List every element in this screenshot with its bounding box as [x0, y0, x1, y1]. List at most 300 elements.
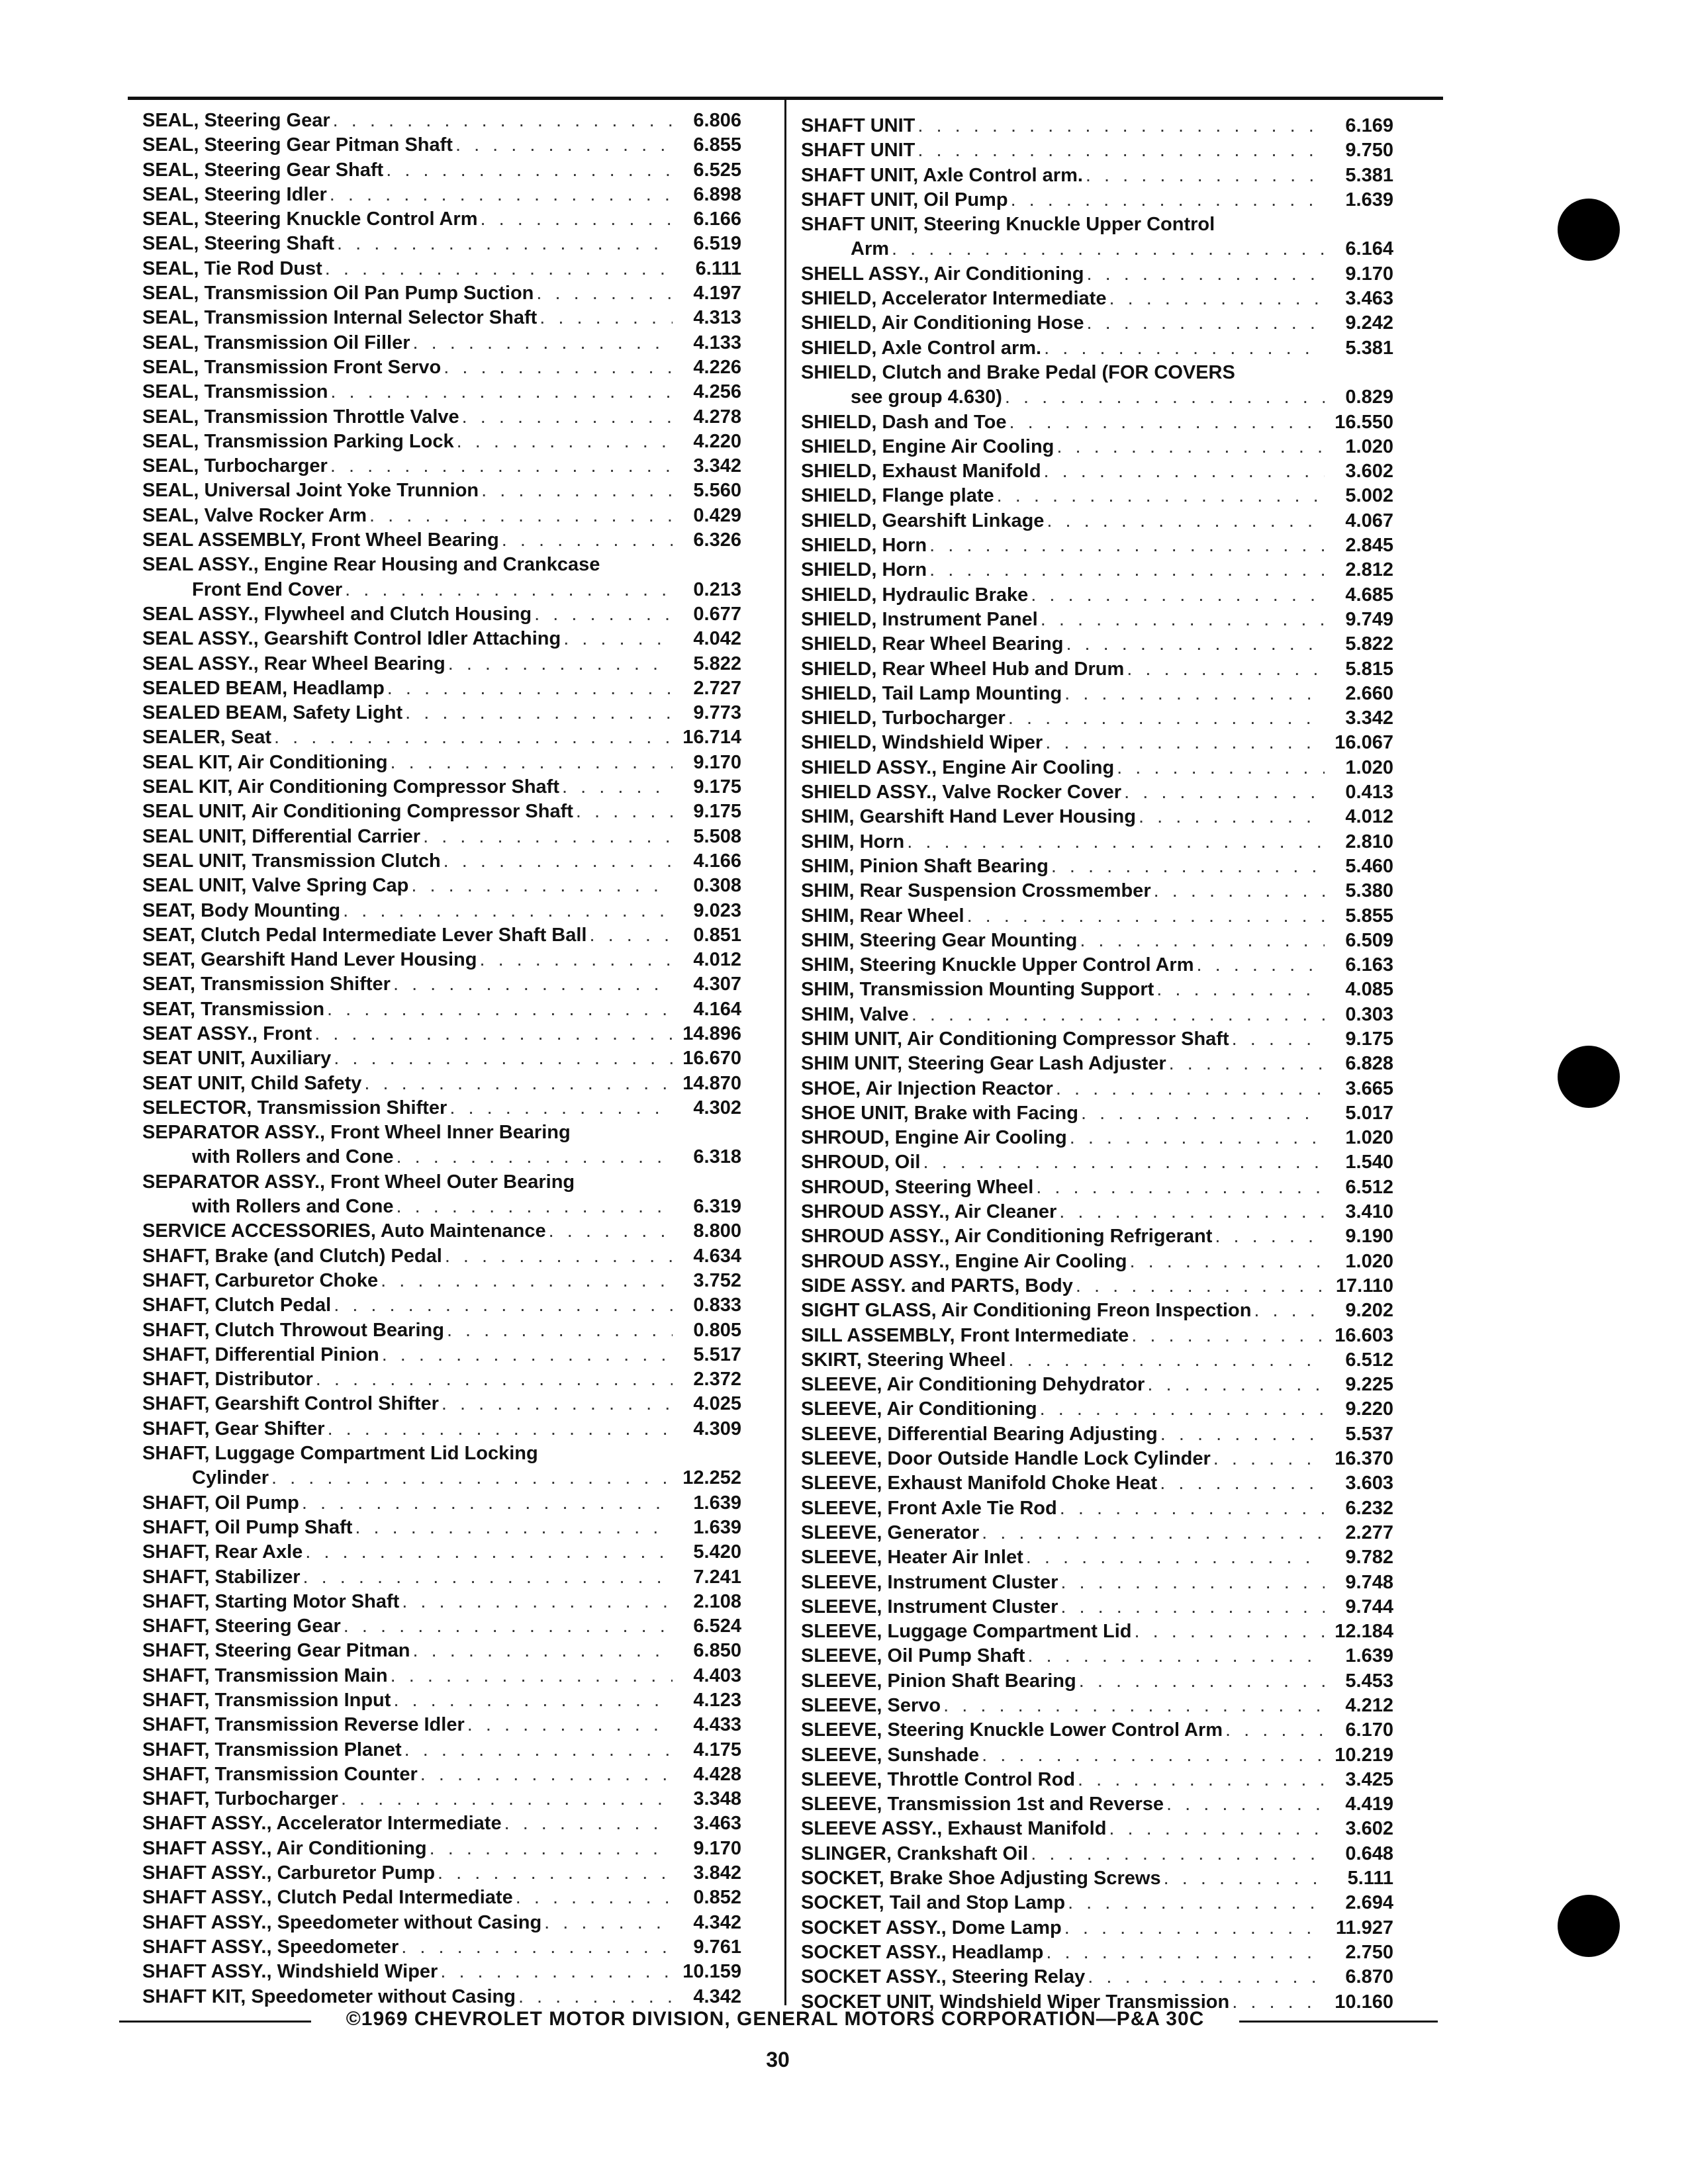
- entry-number: 5.815: [1345, 658, 1393, 680]
- entry-label: with Rollers and Cone: [192, 1196, 394, 1218]
- entry-number: 3.425: [1345, 1768, 1393, 1790]
- index-entry: [801, 509, 1393, 533]
- dot-leader: [1109, 1817, 1325, 1841]
- entry-label: SEALER, Seat: [142, 727, 271, 749]
- entry-label: SHROUD, Engine Air Cooling: [801, 1127, 1067, 1149]
- entry-number: 3.342: [1345, 707, 1393, 729]
- index-entry: [801, 188, 1393, 212]
- dot-leader: [1232, 1027, 1325, 1052]
- dot-leader: [1086, 311, 1325, 336]
- dot-leader: [1046, 1940, 1325, 1965]
- dot-leader: [455, 133, 673, 158]
- dot-leader: [369, 504, 673, 528]
- entry-number: 9.220: [1345, 1398, 1393, 1420]
- dot-leader: [1031, 1842, 1325, 1866]
- dot-leader: [1064, 682, 1325, 706]
- dot-leader: [341, 1787, 673, 1811]
- entry-label: SHIELD, Rear Wheel Bearing: [801, 633, 1064, 655]
- dot-leader: [516, 1886, 673, 1910]
- index-entry: [801, 1077, 1393, 1101]
- dot-leader: [430, 1837, 673, 1861]
- dot-leader: [929, 533, 1325, 558]
- index-entry: [142, 1590, 741, 1614]
- entry-label: SHIELD, Dash and Toe: [801, 411, 1007, 433]
- dot-leader: [1045, 731, 1325, 755]
- index-entry: [142, 1738, 741, 1762]
- dot-leader: [344, 1614, 673, 1639]
- index-entry: [801, 410, 1393, 435]
- dot-leader: [982, 1521, 1325, 1545]
- entry-label: SHIELD, Exhaust Manifold: [801, 461, 1041, 482]
- entry-label: SLEEVE, Oil Pump Shaft: [801, 1645, 1025, 1667]
- entry-number: 3.602: [1345, 1818, 1393, 1840]
- entry-label: Arm: [851, 238, 890, 260]
- dot-leader: [917, 114, 1325, 138]
- entry-number: 5.537: [1345, 1423, 1393, 1445]
- dot-leader: [917, 138, 1325, 163]
- entry-number: 6.509: [1345, 929, 1393, 951]
- entry-number: 9.170: [693, 751, 741, 773]
- entry-label: SHIM, Horn: [801, 831, 905, 852]
- dot-leader: [330, 183, 673, 207]
- index-entry: [142, 1318, 741, 1343]
- entry-label: SHIELD, Clutch and Brake Pedal (FOR COVERS: [801, 361, 1235, 383]
- index-entry: [801, 805, 1393, 829]
- entry-label: SHIELD ASSY., Engine Air Cooling: [801, 756, 1115, 778]
- entry-number: 4.212: [1345, 1695, 1393, 1716]
- entry-label: SHAFT ASSY., Speedometer: [142, 1936, 399, 1958]
- index-entry: [142, 899, 741, 923]
- index-entry: [142, 1960, 741, 1984]
- entry-number: 16.714: [682, 727, 741, 749]
- dot-leader: [1079, 1669, 1325, 1694]
- index-entry: [801, 1644, 1393, 1668]
- dot-leader: [1060, 1595, 1325, 1619]
- entry-number: 5.420: [693, 1541, 741, 1563]
- entry-number: 9.225: [1345, 1374, 1393, 1396]
- entry-number: 4.123: [693, 1690, 741, 1711]
- entry-label: SKIRT, Steering Wheel: [801, 1349, 1006, 1371]
- entry-label: Cylinder: [192, 1467, 269, 1489]
- entry-number: 4.256: [693, 381, 741, 403]
- index-entry: [801, 657, 1393, 682]
- entry-number: 16.067: [1335, 732, 1393, 754]
- dot-leader: [1117, 756, 1325, 780]
- entry-label: SHAFT, Distributor: [142, 1369, 313, 1390]
- index-entry: [801, 1027, 1393, 1052]
- entry-number: 1.639: [1345, 1645, 1393, 1667]
- index-entry: [801, 1545, 1393, 1570]
- dot-leader: [1070, 1126, 1325, 1150]
- entry-label: SLEEVE, Servo: [801, 1695, 941, 1716]
- entry-number: 4.085: [1345, 979, 1393, 1001]
- entry-number: 0.213: [693, 578, 741, 600]
- index-entry: [142, 1145, 741, 1169]
- entry-number: 3.752: [693, 1269, 741, 1291]
- entry-number: 4.175: [693, 1739, 741, 1760]
- dot-leader: [1088, 1965, 1325, 1989]
- index-entry: [801, 1324, 1393, 1348]
- dot-leader: [1139, 805, 1325, 829]
- dot-leader: [274, 725, 673, 750]
- index-entry: [801, 1965, 1393, 1989]
- entry-label: SHIELD, Horn: [801, 535, 927, 557]
- index-entry: [142, 454, 741, 478]
- entry-label: SLINGER, Crankshaft Oil: [801, 1843, 1029, 1864]
- entry-label: SLEEVE, Air Conditioning: [801, 1398, 1037, 1420]
- dot-leader: [1066, 632, 1325, 657]
- entry-label: SHAFT, Transmission Input: [142, 1690, 391, 1711]
- entry-number: 7.241: [693, 1566, 741, 1588]
- entry-label: SEAT UNIT, Child Safety: [142, 1072, 362, 1094]
- index-entry: [142, 257, 741, 281]
- dot-leader: [448, 652, 673, 676]
- column-divider: [784, 99, 786, 2005]
- entry-label: SEAL, Valve Rocker Arm: [142, 504, 367, 526]
- entry-number: 6.169: [1345, 115, 1393, 136]
- entry-label: SEAL, Steering Idler: [142, 183, 327, 205]
- entry-number: 6.512: [1345, 1176, 1393, 1198]
- dot-leader: [1056, 435, 1325, 459]
- dot-leader: [923, 1150, 1325, 1175]
- index-entry: [142, 1614, 741, 1639]
- entry-number: 1.020: [1345, 1127, 1393, 1149]
- entry-number: 3.842: [693, 1862, 741, 1884]
- entry-number: 16.550: [1335, 411, 1393, 433]
- entry-label: SEAL, Steering Gear: [142, 110, 330, 131]
- index-entry: [801, 1842, 1393, 1866]
- entry-number: 9.190: [1345, 1226, 1393, 1248]
- dot-leader: [1225, 1718, 1325, 1743]
- entry-number: 9.175: [693, 801, 741, 823]
- entry-number: 0.829: [1345, 387, 1393, 408]
- index-entry: [801, 262, 1393, 287]
- entry-number: 2.810: [1345, 831, 1393, 852]
- entry-label: SHAFT ASSY., Windshield Wiper: [142, 1961, 438, 1983]
- index-entry: [142, 1811, 741, 1836]
- entry-number: 10.159: [682, 1961, 741, 1983]
- entry-number: 6.806: [693, 110, 741, 131]
- entry-label: SOCKET, Tail and Stop Lamp: [801, 1892, 1066, 1914]
- entry-number: 1.639: [1345, 189, 1393, 210]
- entry-label: SHROUD ASSY., Air Conditioning Refrigerant: [801, 1226, 1213, 1248]
- index-entry: [142, 355, 741, 380]
- dot-leader: [907, 830, 1325, 854]
- entry-label: SEAL, Transmission Internal Selector Shaft: [142, 307, 538, 329]
- entry-label: SEAL UNIT, Valve Spring Cap: [142, 875, 409, 897]
- index-entry: [801, 1274, 1393, 1298]
- entry-number: 5.380: [1345, 880, 1393, 902]
- entry-number: 9.175: [1345, 1028, 1393, 1050]
- dot-leader: [929, 558, 1325, 582]
- dot-leader: [534, 602, 673, 627]
- index-entry: [142, 281, 741, 306]
- index-entry: [801, 1694, 1393, 1718]
- index-entry: [801, 336, 1393, 361]
- entry-label: SHIM, Rear Wheel: [801, 905, 964, 927]
- entry-number: 16.670: [682, 1048, 741, 1069]
- entry-number: 12.252: [682, 1467, 741, 1489]
- entry-label: SHAFT, Stabilizer: [142, 1566, 301, 1588]
- entry-label: SHAFT, Clutch Throwout Bearing: [142, 1319, 444, 1341]
- entry-label: SHIELD, Gearshift Linkage: [801, 510, 1045, 531]
- entry-label: SLEEVE, Instrument Cluster: [801, 1596, 1058, 1617]
- entry-label: SHAFT ASSY., Accelerator Intermediate: [142, 1813, 502, 1835]
- dot-leader: [345, 578, 673, 602]
- entry-label: SHROUD ASSY., Engine Air Cooling: [801, 1250, 1127, 1272]
- entry-number: 4.012: [1345, 806, 1393, 828]
- index-entry: [801, 459, 1393, 484]
- entry-label: SHROUD, Oil: [801, 1152, 921, 1173]
- index-entry: [142, 701, 741, 725]
- dot-leader: [1232, 1990, 1325, 2015]
- index-entry: [801, 1496, 1393, 1521]
- dot-leader: [355, 1516, 673, 1540]
- dot-leader: [391, 751, 673, 775]
- dot-leader: [1156, 978, 1325, 1002]
- entry-number: 17.110: [1335, 1275, 1393, 1297]
- entry-label: SEAT, Clutch Pedal Intermediate Lever Shaft Ball: [142, 924, 587, 946]
- entry-label: SHIM, Gearshift Hand Lever Housing: [801, 806, 1136, 828]
- entry-number: 2.660: [1345, 682, 1393, 704]
- entry-label: SHIELD, Hydraulic Brake: [801, 584, 1029, 606]
- dot-leader: [1169, 1052, 1325, 1076]
- entry-number: 4.342: [693, 1911, 741, 1933]
- entry-number: 3.603: [1345, 1473, 1393, 1494]
- entry-number: 6.898: [693, 183, 741, 205]
- entry-label: SEAL, Tie Rod Dust: [142, 257, 322, 279]
- entry-number: 2.812: [1345, 559, 1393, 581]
- entry-label: SEPARATOR ASSY., Front Wheel Outer Bearing: [142, 1171, 575, 1193]
- dot-leader: [1215, 1224, 1325, 1249]
- index-entry: [801, 1397, 1393, 1422]
- entry-label: SEAL, Transmission Oil Pan Pump Suction: [142, 283, 534, 304]
- dot-leader: [393, 972, 673, 997]
- index-entry: [801, 756, 1393, 780]
- entry-label: SEAL ASSEMBLY, Front Wheel Bearing: [142, 529, 499, 551]
- entry-label: SHIELD, Instrument Panel: [801, 608, 1038, 630]
- entry-label: SHAFT, Carburetor Choke: [142, 1269, 379, 1291]
- entry-label: SILL ASSEMBLY, Front Intermediate: [801, 1324, 1129, 1346]
- entry-number: 5.453: [1345, 1670, 1393, 1692]
- entry-number: 4.342: [693, 1985, 741, 2007]
- entry-label: SEALED BEAM, Headlamp: [142, 677, 385, 699]
- index-entry: [142, 1466, 741, 1490]
- dot-leader: [423, 825, 673, 849]
- dot-leader: [536, 281, 673, 306]
- entry-number: 3.463: [1345, 288, 1393, 310]
- index-entry: [142, 1293, 741, 1318]
- entry-label: SHIM, Rear Suspension Crossmember: [801, 880, 1151, 902]
- index-entry: [142, 1837, 741, 1861]
- index-entry: [801, 731, 1393, 755]
- entry-label: SEAL, Steering Gear Shaft: [142, 159, 384, 181]
- dot-leader: [1147, 1373, 1325, 1397]
- entry-label: SOCKET UNIT, Windshield Wiper Transmission: [801, 1991, 1230, 2013]
- entry-label: SHIELD, Flange plate: [801, 485, 994, 507]
- index-entry: [801, 311, 1393, 336]
- entry-number: 5.517: [693, 1343, 741, 1365]
- index-entry: [801, 583, 1393, 608]
- entry-number: 6.855: [693, 134, 741, 156]
- entry-label: SOCKET ASSY., Headlamp: [801, 1941, 1044, 1963]
- entry-label: Front End Cover: [192, 578, 343, 600]
- entry-number: 6.519: [693, 233, 741, 255]
- dot-leader: [1060, 1496, 1325, 1521]
- entry-label: SEAT, Transmission Shifter: [142, 974, 391, 995]
- entry-label: SHAFT, Rear Axle: [142, 1541, 303, 1563]
- index-entry: [801, 830, 1393, 854]
- entry-label: SHAFT, Transmission Planet: [142, 1739, 402, 1760]
- index-entry: [801, 978, 1393, 1002]
- entry-label: SEAL ASSY., Rear Wheel Bearing: [142, 653, 445, 674]
- dot-leader: [1044, 459, 1325, 484]
- index-entry: [142, 1392, 741, 1416]
- index-entry: [801, 1052, 1393, 1076]
- entry-label: SHOE UNIT, Brake with Facing: [801, 1102, 1078, 1124]
- entry-label: SHIELD, Horn: [801, 559, 927, 581]
- entry-label: SEAL ASSY., Flywheel and Clutch Housing: [142, 603, 532, 625]
- index-entry: [142, 1071, 741, 1096]
- dot-leader: [1154, 879, 1325, 903]
- entry-label: SHAFT, Transmission Main: [142, 1664, 388, 1686]
- index-entry: [142, 1935, 741, 1960]
- entry-number: 9.023: [693, 899, 741, 921]
- entry-number: 1.020: [1345, 756, 1393, 778]
- index-entry: [801, 138, 1393, 163]
- entry-label: SEAL ASSY., Engine Rear Housing and Crankcase: [142, 554, 600, 576]
- entry-number: 2.277: [1345, 1522, 1393, 1543]
- entry-label: SHAFT ASSY., Carburetor Pump: [142, 1862, 436, 1884]
- dot-leader: [314, 1022, 673, 1046]
- index-entry: [142, 405, 741, 430]
- index-entry: [801, 287, 1393, 311]
- index-entry: [142, 799, 741, 824]
- binder-hole-top: [1558, 199, 1620, 261]
- entry-number: 6.850: [693, 1640, 741, 1662]
- dot-leader: [397, 1195, 673, 1219]
- index-entry: [142, 1195, 741, 1219]
- footer-rule-left: [119, 2021, 311, 2023]
- footer-copyright: ©1969 CHEVROLET MOTOR DIVISION, GENERAL MOTORS CORPORATION—P&A 30C: [346, 2008, 1205, 2030]
- index-entry: [142, 430, 741, 454]
- index-entry: [801, 1175, 1393, 1200]
- dot-leader: [549, 1219, 673, 1244]
- dot-leader: [413, 331, 673, 355]
- index-entry: [801, 1570, 1393, 1595]
- entry-number: 2.845: [1345, 535, 1393, 557]
- index-entry: [142, 1170, 741, 1195]
- dot-leader: [479, 948, 673, 972]
- index-entry: [801, 1669, 1393, 1694]
- entry-number: 12.184: [1335, 1621, 1393, 1643]
- entry-label: SHAFT, Transmission Counter: [142, 1763, 418, 1785]
- dot-leader: [1027, 1644, 1325, 1668]
- dot-leader: [405, 701, 673, 725]
- index-entry: [142, 1269, 741, 1293]
- entry-label: SLEEVE, Throttle Control Rod: [801, 1768, 1076, 1790]
- entry-number: 0.677: [693, 603, 741, 625]
- dot-leader: [997, 484, 1325, 508]
- dot-leader: [1051, 854, 1325, 879]
- dot-leader: [1124, 780, 1325, 805]
- entry-label: SHAFT, Steering Gear: [142, 1615, 341, 1637]
- entry-label: SHAFT UNIT: [801, 115, 915, 136]
- dot-leader: [1059, 1200, 1325, 1224]
- entry-number: 4.164: [693, 998, 741, 1020]
- entry-label: SEAL, Turbocharger: [142, 455, 328, 477]
- dot-leader: [411, 874, 673, 898]
- entry-label: SEPARATOR ASSY., Front Wheel Inner Bearing: [142, 1122, 571, 1144]
- entry-label: SHIELD, Windshield Wiper: [801, 732, 1043, 754]
- entry-number: 6.828: [1345, 1053, 1393, 1075]
- index-entry: [142, 1985, 741, 2009]
- dot-leader: [457, 430, 673, 454]
- dot-leader: [328, 1417, 673, 1441]
- entry-label: SHIELD ASSY., Valve Rocker Cover: [801, 782, 1122, 803]
- entry-number: 5.508: [693, 825, 741, 847]
- entry-label: SHAFT, Brake (and Clutch) Pedal: [142, 1245, 442, 1267]
- entry-label: SHIM, Transmission Mounting Support: [801, 979, 1154, 1001]
- entry-number: 6.232: [1345, 1497, 1393, 1519]
- entry-label: SHIELD, Axle Control arm.: [801, 337, 1042, 359]
- entry-label: SHAFT, Starting Motor Shaft: [142, 1590, 400, 1612]
- entry-number: 4.428: [693, 1763, 741, 1785]
- entry-label: SELECTOR, Transmission Shifter: [142, 1097, 447, 1118]
- index-entry: [801, 1940, 1393, 1965]
- entry-label: SHIM UNIT, Air Conditioning Compressor Shaft: [801, 1028, 1229, 1050]
- dot-leader: [447, 1318, 673, 1343]
- dot-leader: [305, 1540, 673, 1565]
- index-entry: [801, 1150, 1393, 1175]
- dot-leader: [420, 1762, 673, 1787]
- entry-label: SHIM, Pinion Shaft Bearing: [801, 855, 1049, 877]
- index-entry: [142, 849, 741, 874]
- dot-leader: [442, 1392, 673, 1416]
- entry-number: 5.002: [1345, 485, 1393, 507]
- binder-hole-middle: [1558, 1046, 1620, 1108]
- index-entry: [801, 879, 1393, 903]
- dot-leader: [1064, 1916, 1325, 1940]
- entry-number: 4.307: [693, 974, 741, 995]
- index-entry: [142, 1886, 741, 1910]
- dot-leader: [544, 1911, 673, 1935]
- dot-leader: [1130, 1250, 1325, 1274]
- dot-leader: [481, 478, 673, 503]
- entry-label: SLEEVE, Sunshade: [801, 1744, 980, 1766]
- dot-leader: [393, 1688, 673, 1713]
- dot-leader: [1086, 163, 1325, 188]
- dot-leader: [402, 1590, 673, 1614]
- entry-number: 9.170: [1345, 263, 1393, 285]
- index-entry: [142, 1540, 741, 1565]
- entry-label: SHAFT, Turbocharger: [142, 1788, 338, 1810]
- entry-number: 4.634: [693, 1245, 741, 1267]
- index-entry: [801, 1521, 1393, 1545]
- index-entry: [801, 484, 1393, 508]
- entry-label: SHAFT UNIT, Oil Pump: [801, 189, 1008, 210]
- entry-label: SHAFT, Steering Gear Pitman: [142, 1640, 410, 1662]
- entry-number: 6.164: [1345, 238, 1393, 260]
- dot-leader: [330, 454, 673, 478]
- entry-number: 3.342: [693, 455, 741, 477]
- dot-leader: [563, 627, 673, 651]
- index-entry: [142, 109, 741, 133]
- entry-label: SHIM, Steering Gear Mounting: [801, 929, 1078, 951]
- dot-leader: [404, 1738, 673, 1762]
- entry-label: SHAFT, Transmission Reverse Idler: [142, 1714, 465, 1736]
- dot-leader: [343, 899, 673, 923]
